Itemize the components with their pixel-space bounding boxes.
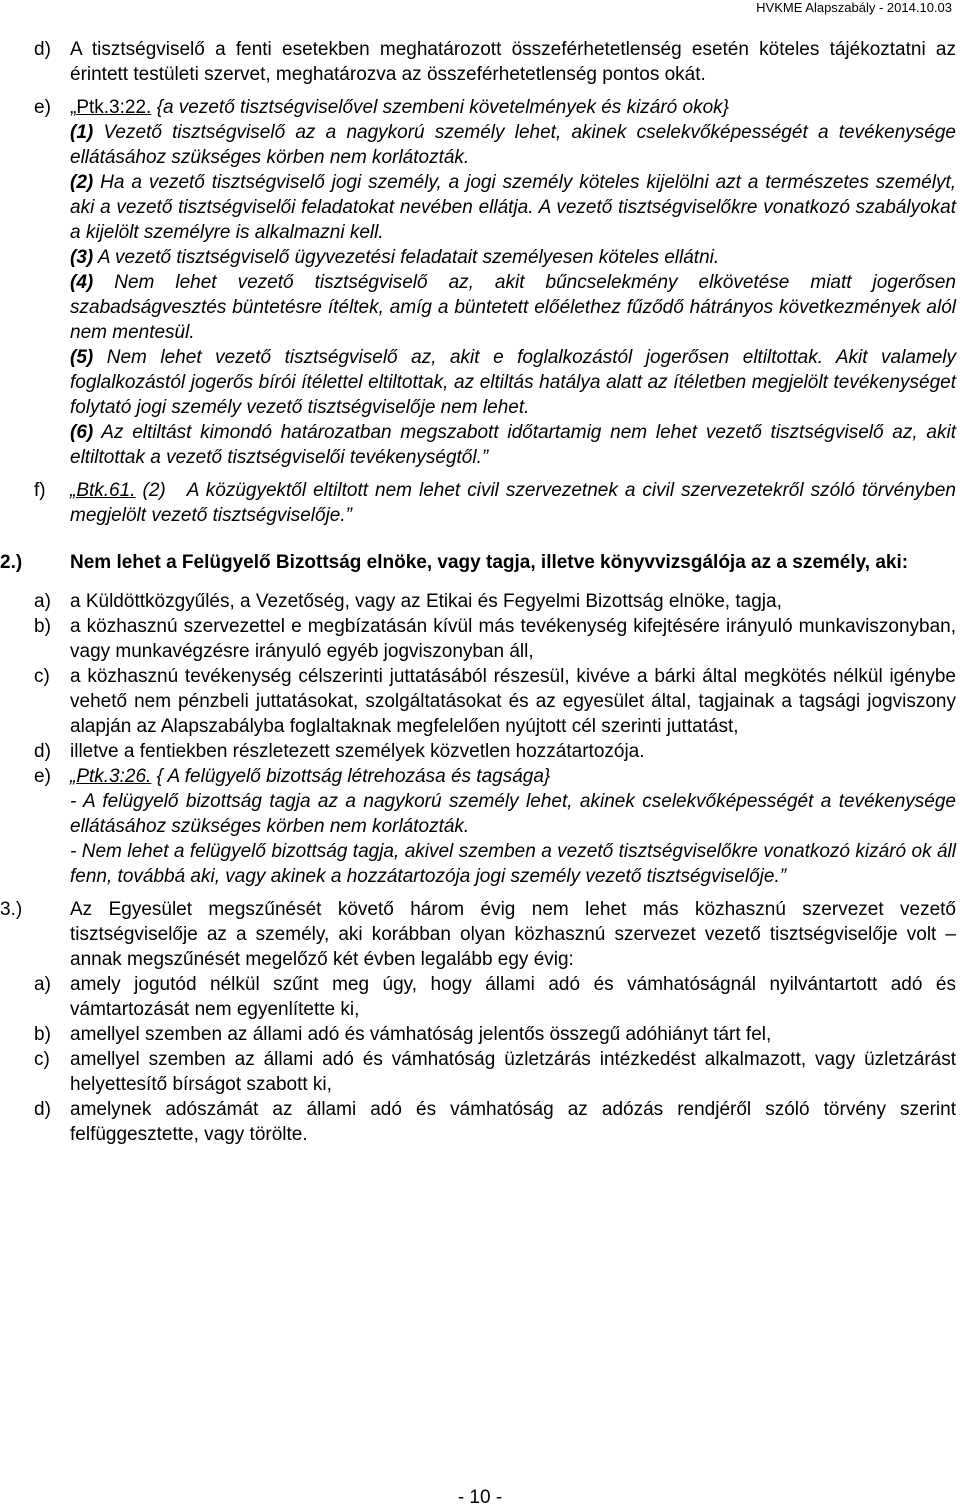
item-label: d) (34, 39, 51, 60)
paragraph-6: (6) Az eltiltást kimondó határozatban megszabott időtartamig nem lehet vezető tisztségviselő az, akit eltiltottak a vezető tisztségviselői tevékenységtől.” (70, 422, 956, 468)
item-label: e) (34, 97, 51, 118)
list-item-c: c) a közhasznú tevékenység célszerinti juttatásából részesül, kivéve a bárki által megkötés nélkül igénybe vehető nem pénzbeli juttatásokat, szolgáltatásokat és az egyesület által, tagjainak a tagsági jogviszony alapján az Alapszabályba foglaltaknak megfelelően nyújtott cél szerinti juttatást, (34, 666, 956, 737)
item-text: a Küldöttközgyűlés, a Vezetőség, vagy az Etikai és Fegyelmi Bizottság elnöke, tagja, (70, 591, 782, 612)
item-text: a közhasznú szervezettel e megbízatásán kívül más tevékenység kifejtésére irányuló munkaviszonyban, vagy munkavégzésre irányuló egyéb jogviszonyban áll, (70, 616, 956, 662)
paragraph-5: (5) Nem lehet vezető tisztségviselő az, akit e foglalkozástól jogerősen eltiltottak. Akit valamely foglalkozástól jogerős bírói ítélettel eltiltottak, az eltiltás hatálya alatt az ítéletben megjelölt tevékenységet folytató jogi személy vezető tisztségviselője nem lehet. (70, 347, 957, 418)
section-heading: Nem lehet a Felügyelő Bizottság elnöke, vagy tagja, illetve könyvvizsgálója az a személy, aki: (70, 552, 909, 573)
list-item-d: d) amelynek adószámát az állami adó és vámhatóság az adózás rendjéről szóló törvény szerint felfüggesztette, vagy törölte. (34, 1099, 956, 1145)
running-header: HVKME Alapszabály - 2014.10.03 (756, 0, 952, 15)
section-2 (0, 550, 956, 575)
section-heading: { A felügyelő bizottság létrehozása és tagsága} (156, 766, 551, 787)
list-item-e (34, 95, 956, 470)
section-label: 3.) (0, 899, 23, 920)
dash-item: - A felügyelő bizottság tagja az a nagykorú személy lehet, akinek cselekvőképességét a tevékenysége ellátásához szükséges körben nem korlátozták. (70, 791, 956, 837)
list-item-a: a) a Küldöttközgyűlés, a Vezetőség, vagy az Etikai és Fegyelmi Bizottság elnöke, tagja, (34, 589, 956, 614)
list-item-b: b) amellyel szemben az állami adó és vámhatóság jelentős összegű adóhiányt tárt fel, (34, 1022, 956, 1047)
item-label: f) (34, 480, 46, 501)
section-intro: Az Egyesület megszűnését követő három évig nem lehet más közhasznú szervezet vezető tisztségviselője az a személy, aki korábban olyan közhasznú szervezet vezető tisztségviselője volt – annak megszűnését megelőző két évben legalább egy évig: (70, 899, 956, 970)
legal-reference-ptk-3-22: „Ptk.3:22. (70, 97, 152, 118)
item-text: a közhasznú tevékenység célszerinti juttatásából részesül, kivéve a bárki által megkötés nélkül igénybe vehető nem pénzbeli juttatásokat, szolgáltatásokat és az egyesület által, tagjainak a tagsági jogviszony alapján az Alapszabályba foglaltaknak megfelelően nyújtott cél szerinti juttatást, (70, 666, 956, 737)
section-3 (0, 897, 956, 972)
item-text: illetve a fentiekben részletezett személyek közvetlen hozzátartozója. (70, 741, 645, 762)
list-item-b: b) a közhasznú szervezettel e megbízatásán kívül más tevékenység kifejtésére irányuló munkaviszonyban, vagy munkavégzésre irányuló egyéb jogviszonyban áll, (34, 616, 956, 662)
legal-reference-ptk-3-26: „Ptk.3:26. (70, 766, 152, 787)
dash-item: - Nem lehet a felügyelő bizottság tagja, akivel szemben a vezető tisztségviselőkre vonatkozó kizáró ok áll fenn, továbbá aki, vagy akinek a hozzátartozója jogi személy vezető tisztségviselője.” (70, 841, 956, 887)
list-item-f: f) „Btk.61. (2) A közügyektől eltiltott nem lehet civil szervezetnek a civil szervezetekről szóló törvényben megjelölt vezető tisztségviselője.” (34, 480, 956, 526)
section-label: 2.) (0, 552, 23, 573)
page-number: - 10 - (457, 1487, 503, 1508)
item-text: amellyel szemben az állami adó és vámhatóság jelentős összegű adóhiányt tárt fel, (70, 1024, 772, 1045)
paragraph-3: (3) A vezető tisztségviselő ügyvezetési feladatait személyesen köteles ellátni. (70, 247, 720, 268)
legal-reference-btk-61: „Btk.61. (70, 480, 136, 501)
paragraph-1: (1) Vezető tisztségviselő az a nagykorú személy lehet, akinek cselekvőképességét a tevékenysége ellátásához szükséges körben nem korlátozták. (70, 122, 956, 168)
item-text: amely jogutód nélkül szűnt meg úgy, hogy állami adó és vámhatóságnál nyilvántartott adó és vámtartozását nem egyenlítette ki, (70, 974, 956, 1020)
item-text: amelynek adószámát az állami adó és vámhatóság az adózás rendjéről szóló törvény szerint felfüggesztette, vagy törölte. (70, 1099, 956, 1145)
section-heading: {a vezető tisztségviselővel szembeni követelmények és kizáró okok} (156, 97, 730, 118)
document-body (0, 37, 957, 1147)
item-text: A közügyektől eltiltott nem lehet civil szervezetnek a civil szervezetekről szóló törvényben megjelölt vezető tisztségviselője. (70, 480, 956, 526)
list-item-a: a) amely jogutód nélkül szűnt meg úgy, hogy állami adó és vámhatóságnál nyilvántartott adó és vámtartozását nem egyenlítette ki, (34, 974, 956, 1020)
paragraph-4: (4) Nem lehet vezető tisztségviselő az, akit bűncselekmény elkövetése miatt jogerősen szabadságvesztés büntetésre ítéltek, amíg a büntetett előélethez fűződő hátrányos következmények alól nem mentesül. (70, 272, 956, 343)
item-text: amellyel szemben az állami adó és vámhatóság üzletzárás intézkedést alkalmazott, vagy üzletzárást helyettesítő bírságot szabott ki, (70, 1049, 956, 1095)
list-item-e: e) „Ptk.3:26. { A felügyelő bizottság létrehozása és tagsága} - A felügyelő bizottság tagja az a nagykorú személy lehet, akinek cselekvőképességét a tevékenysége ellátásához szükséges körben nem korlátozták. - Nem lehet a felügyelő bizottság tagja, akivel szemben a vezető tisztségviselőkre vonatkozó kizáró ok áll fenn, továbbá aki, vagy akinek a hozzátartozója jogi személy vezető tisztségviselője.” (34, 766, 956, 887)
paragraph-2: (2) Ha a vezető tisztségviselő jogi személy, a jogi személy köteles kijelölni azt a természetes személyt, aki a vezető tisztségviselői feladatokat nevében ellátja. A vezető tisztségviselőkre vonatkozó szabályokat a kijelölt személyre is alkalmazni kell. (70, 172, 957, 243)
list-item-d (34, 37, 956, 87)
list-item-c: c) amellyel szemben az állami adó és vámhatóság üzletzárás intézkedést alkalmazott, vagy üzletzárást helyettesítő bírságot szabott ki, (34, 1049, 956, 1095)
item-text: A tisztségviselő a fenti esetekben meghatározott összeférhetetlenség esetén köteles tájékoztatni az érintett testületi szervet, meghatározva az összeférhetetlenség pontos okát. (70, 39, 956, 85)
list-item-d: d) illetve a fentiekben részletezett személyek közvetlen hozzátartozója. (34, 739, 956, 764)
